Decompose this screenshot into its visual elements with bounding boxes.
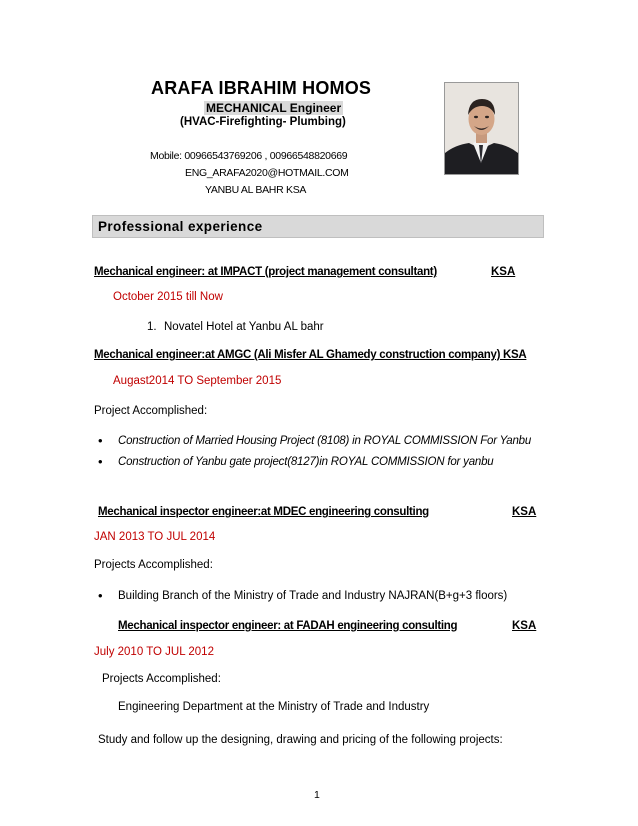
job-3-title: Mechanical inspector engineer:at MDEC engineering consulting [98,506,429,518]
job-2-title: Mechanical engineer:at AMGC (Ali Misfer AL Ghamedy construction company) KSA [94,349,527,361]
job-4-projects-label: Projects Accomplished: [102,673,221,685]
specialty: (HVAC-Firefighting- Plumbing) [180,116,346,128]
job-3-project-1: Building Branch of the Ministry of Trade and Industry NAJRAN(B+g+3 floors) [118,590,508,602]
job-3-country: KSA [512,506,537,518]
job-2-period: Augast2014 TO September 2015 [113,375,282,387]
section-title: Professional experience [98,219,263,234]
job-1-item: Novatel Hotel at Yanbu AL bahr [164,321,324,333]
profile-photo [444,82,519,175]
job-2-project-1: Construction of Married Housing Project (8108) in ROYAL COMMISSION For Yanbu [118,435,532,447]
home-address: YANBU AL BAHR KSA [205,184,307,196]
job-1-period: October 2015 till Now [113,291,223,303]
portrait-image [445,83,518,174]
job-3-projects-label: Projects Accomplished: [94,559,213,571]
job-4-title: Mechanical inspector engineer: at FADAH engineering consulting [118,620,458,632]
job-1-country: KSA [491,266,516,278]
job-4-project-1: Engineering Department at the Ministry of Trade and Industry [118,701,430,713]
job-2-project-2: Construction of Yanbu gate project(8127)in ROYAL COMMISSION for yanbu [118,456,494,468]
bullet-icon: • [98,588,103,603]
study-line: Study and follow up the designing, drawing and pricing of the following projects: [98,734,503,746]
email-address: ENG_ARAFA2020@HOTMAIL.COM [185,167,349,179]
job-2-projects-label: Project Accomplished: [94,405,208,417]
job-4-period: July 2010 TO JUL 2012 [94,646,214,658]
job-1-title: Mechanical engineer: at IMPACT (project management consultant) [94,266,437,278]
mobile-numbers: Mobile: 00966543769206 , 00966548820669 [150,150,348,162]
job-title: MECHANICAL Engineer [206,101,342,115]
job-3-period: JAN 2013 TO JUL 2014 [94,531,216,543]
job-1-item-number: 1. [147,321,157,333]
job-4-country: KSA [512,620,537,632]
candidate-name: ARAFA IBRAHIM HOMOS [151,78,372,98]
page-number: 1 [314,789,320,801]
bullet-icon: • [98,454,103,469]
bullet-icon: • [98,433,103,448]
